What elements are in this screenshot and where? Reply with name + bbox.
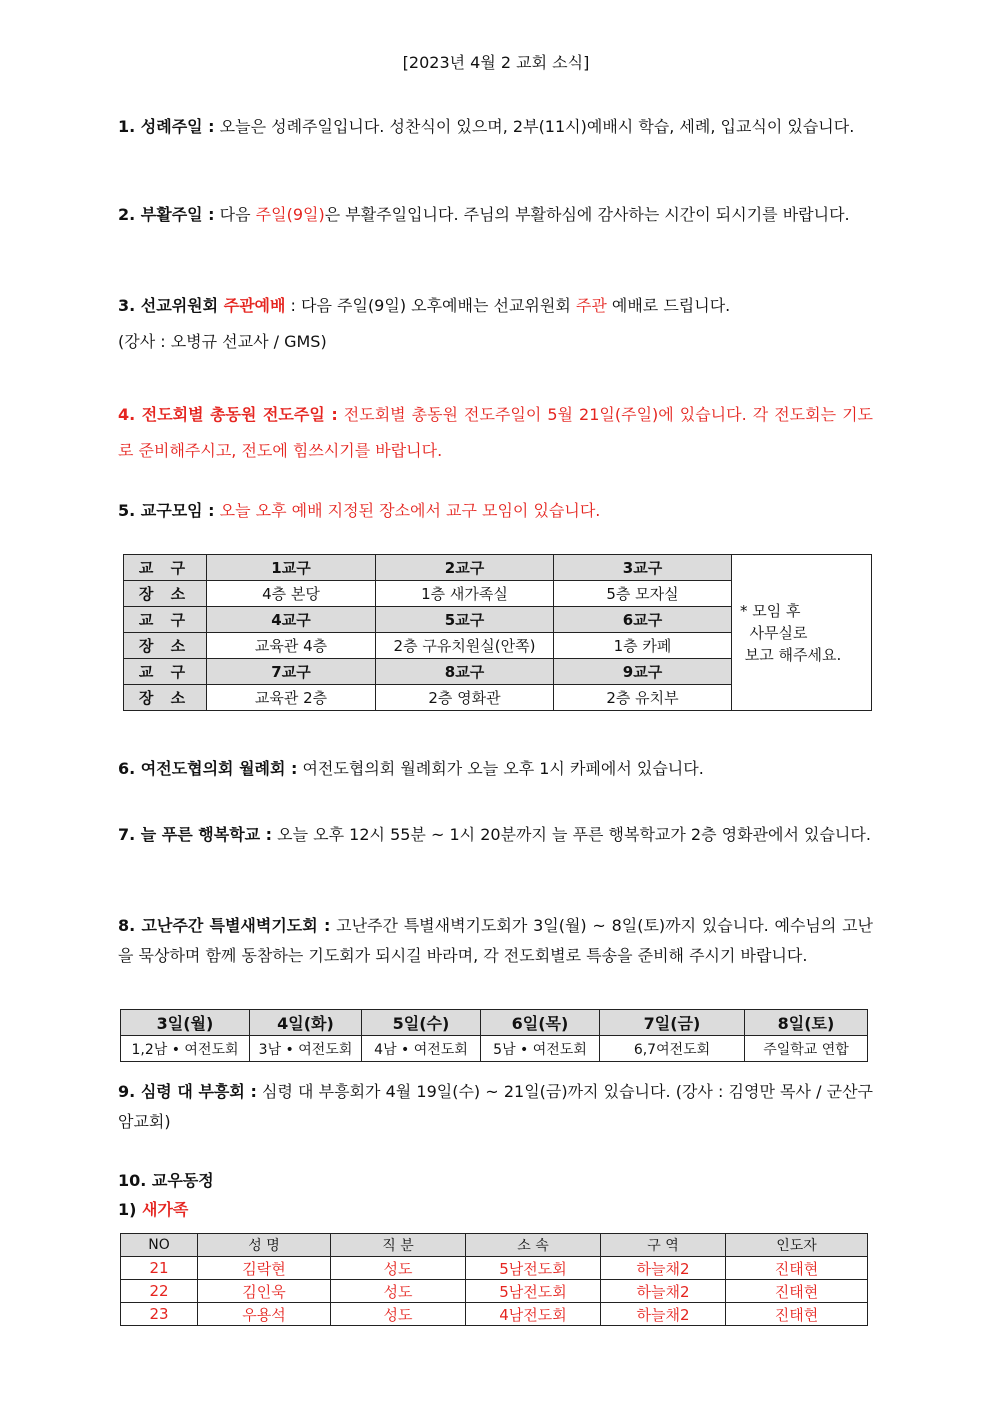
cell-area: 하늘채2 xyxy=(601,1257,726,1280)
notice-3 xyxy=(118,288,873,360)
day-header: 7일(금) xyxy=(600,1010,745,1036)
cell-role: 성도 xyxy=(331,1280,466,1303)
notice-7-body: 오늘 오후 12시 55분 ~ 1시 20분까지 늘 푸른 행복학교가 2층 영화관에서 있습니다. xyxy=(272,825,871,844)
district-label: 교 구 xyxy=(124,555,207,581)
district-cell: 6교구 xyxy=(554,607,732,633)
district-cell: 7교구 xyxy=(207,659,376,685)
district-cell: 8교구 xyxy=(376,659,554,685)
notice-1 xyxy=(118,112,873,142)
new-family-label: 새가족 xyxy=(142,1200,189,1219)
note-line: 보고 해주세요. xyxy=(744,645,842,664)
notice-4 xyxy=(118,397,873,469)
prayer-schedule-table xyxy=(120,1009,868,1062)
group-cell: 6,7여전도회 xyxy=(600,1036,745,1062)
cell-group: 5남전도회 xyxy=(466,1257,601,1280)
day-header: 6일(목) xyxy=(481,1010,600,1036)
cell-no: 23 xyxy=(121,1303,198,1326)
notice-9 xyxy=(118,1077,873,1137)
notice-8 xyxy=(118,911,873,971)
district-cell: 5교구 xyxy=(376,607,554,633)
group-cell: 4남 • 여전도회 xyxy=(362,1036,481,1062)
day-header: 3일(월) xyxy=(121,1010,250,1036)
column-header: 구 역 xyxy=(601,1234,726,1257)
notice-3-heading: 3. 선교위원회 xyxy=(118,296,224,315)
cell-no: 22 xyxy=(121,1280,198,1303)
cell-guide: 진태현 xyxy=(726,1280,868,1303)
cell-name: 김락현 xyxy=(198,1257,331,1280)
column-header: 성 명 xyxy=(198,1234,331,1257)
district-note xyxy=(732,555,872,711)
column-header: NO xyxy=(121,1234,198,1257)
cell-role: 성도 xyxy=(331,1303,466,1326)
column-header: 인도자 xyxy=(726,1234,868,1257)
notice-8-heading: 8. 고난주간 특별새벽기도회 : xyxy=(118,916,331,935)
place-cell: 5층 모자실 xyxy=(554,581,732,607)
day-header: 5일(수) xyxy=(362,1010,481,1036)
notice-7 xyxy=(118,818,873,852)
notice-2-highlight: 주일(9일) xyxy=(255,205,325,224)
notice-1-heading: 1. 성례주일 : xyxy=(118,117,215,136)
notice-6-body: 여전도협의회 월례회가 오늘 오후 1시 카페에서 있습니다. xyxy=(297,759,704,778)
notice-5-body: 오늘 오후 예배 지정된 장소에서 교구 모임이 있습니다. xyxy=(214,501,601,520)
cell-area: 하늘채2 xyxy=(601,1303,726,1326)
cell-name: 우용석 xyxy=(198,1303,331,1326)
notice-10-heading: 10. 교우동정 xyxy=(118,1171,214,1190)
notice-1-body: 오늘은 성례주일입니다. 성찬식이 있으며, 2부(11시)예배시 학습, 세례, 입교식이 있습니다. xyxy=(214,117,855,136)
day-header: 8일(토) xyxy=(745,1010,868,1036)
new-family-number: 1) xyxy=(118,1200,143,1219)
day-header: 4일(화) xyxy=(250,1010,362,1036)
page-title: [2023년 4월 2 교회 소식] xyxy=(402,53,590,72)
place-cell: 2층 구유치원실(안쪽) xyxy=(376,633,554,659)
new-members-table xyxy=(120,1233,868,1326)
note-line: * 모임 후 xyxy=(740,601,801,620)
district-label: 교 구 xyxy=(124,659,207,685)
place-label: 장 소 xyxy=(124,633,207,659)
notice-2 xyxy=(118,200,873,230)
cell-guide: 진태현 xyxy=(726,1257,868,1280)
notice-2-text: 다음 xyxy=(214,205,256,224)
place-cell: 2층 유치부 xyxy=(554,685,732,711)
place-cell: 교육관 2층 xyxy=(207,685,376,711)
notice-6 xyxy=(118,754,873,784)
group-cell: 3남 • 여전도회 xyxy=(250,1036,362,1062)
place-label: 장 소 xyxy=(124,685,207,711)
district-cell: 3교구 xyxy=(554,555,732,581)
table-row xyxy=(121,1257,868,1280)
place-cell: 4층 본당 xyxy=(207,581,376,607)
district-cell: 1교구 xyxy=(207,555,376,581)
notice-9-heading: 9. 심령 대 부흥회 : xyxy=(118,1082,257,1101)
cell-name: 김인욱 xyxy=(198,1280,331,1303)
notice-4-body: 전도회별 총동원 전도주일이 5월 21일(주일)에 있습니다. 각 전도회는 기도로 준비해주시고, 전도에 힘쓰시기를 바랍니다. xyxy=(118,405,873,460)
notice-5-heading: 5. 교구모임 : xyxy=(118,501,215,520)
district-label: 교 구 xyxy=(124,607,207,633)
column-header: 직 분 xyxy=(331,1234,466,1257)
table-row xyxy=(121,1303,868,1326)
table-row xyxy=(121,1280,868,1303)
notice-3-highlight: 주관 xyxy=(575,296,607,315)
place-cell: 교육관 4층 xyxy=(207,633,376,659)
note-line: 사무실로 xyxy=(749,623,808,642)
place-cell: 1층 카페 xyxy=(554,633,732,659)
notice-8-body: 고난주간 특별새벽기도회가 3일(월) ~ 8일(토)까지 있습니다. 예수님의 고난을 묵상하며 함께 동참하는 기도회가 되시길 바라며, 각 전도회별로 특송을 준비해 주시기 바랍니다. xyxy=(118,916,873,965)
notice-3-heading-highlight: 주관예배 xyxy=(223,296,286,315)
column-header: 소 속 xyxy=(466,1234,601,1257)
district-cell: 9교구 xyxy=(554,659,732,685)
cell-role: 성도 xyxy=(331,1257,466,1280)
place-cell: 1층 새가족실 xyxy=(376,581,554,607)
notice-7-heading: 7. 늘 푸른 행복학교 : xyxy=(118,825,273,844)
district-cell: 4교구 xyxy=(207,607,376,633)
notice-2-heading: 2. 부활주일 : xyxy=(118,205,215,224)
notice-3-speaker: (강사 : 오병규 선교사 / GMS) xyxy=(118,332,327,351)
notice-4-heading: 4. 전도회별 총동원 전도주일 : xyxy=(118,405,338,424)
group-cell: 5남 • 여전도회 xyxy=(481,1036,600,1062)
district-meeting-table xyxy=(123,554,872,711)
cell-guide: 진태현 xyxy=(726,1303,868,1326)
notice-10 xyxy=(118,1166,873,1196)
place-cell: 2층 영화관 xyxy=(376,685,554,711)
notice-3-text-rest: 예배로 드립니다. xyxy=(606,296,731,315)
notice-3-text: : 다음 주일(9일) 오후예배는 선교위원회 xyxy=(285,296,576,315)
notice-2-text-rest: 은 부활주일입니다. 주님의 부활하심에 감사하는 시간이 되시기를 바랍니다. xyxy=(324,205,850,224)
group-cell: 주일학교 연합 xyxy=(745,1036,868,1062)
group-cell: 1,2남 • 여전도회 xyxy=(121,1036,250,1062)
notice-9-body: 심령 대 부흥회가 4월 19일(수) ~ 21일(금)까지 있습니다. (강사 : 김영만 목사 / 군산구암교회) xyxy=(118,1082,873,1131)
notice-6-heading: 6. 여전도협의회 월례회 : xyxy=(118,759,298,778)
cell-group: 4남전도회 xyxy=(466,1303,601,1326)
notice-5 xyxy=(118,496,873,526)
new-family-heading xyxy=(118,1195,873,1225)
cell-area: 하늘채2 xyxy=(601,1280,726,1303)
cell-no: 21 xyxy=(121,1257,198,1280)
cell-group: 5남전도회 xyxy=(466,1280,601,1303)
place-label: 장 소 xyxy=(124,581,207,607)
district-cell: 2교구 xyxy=(376,555,554,581)
